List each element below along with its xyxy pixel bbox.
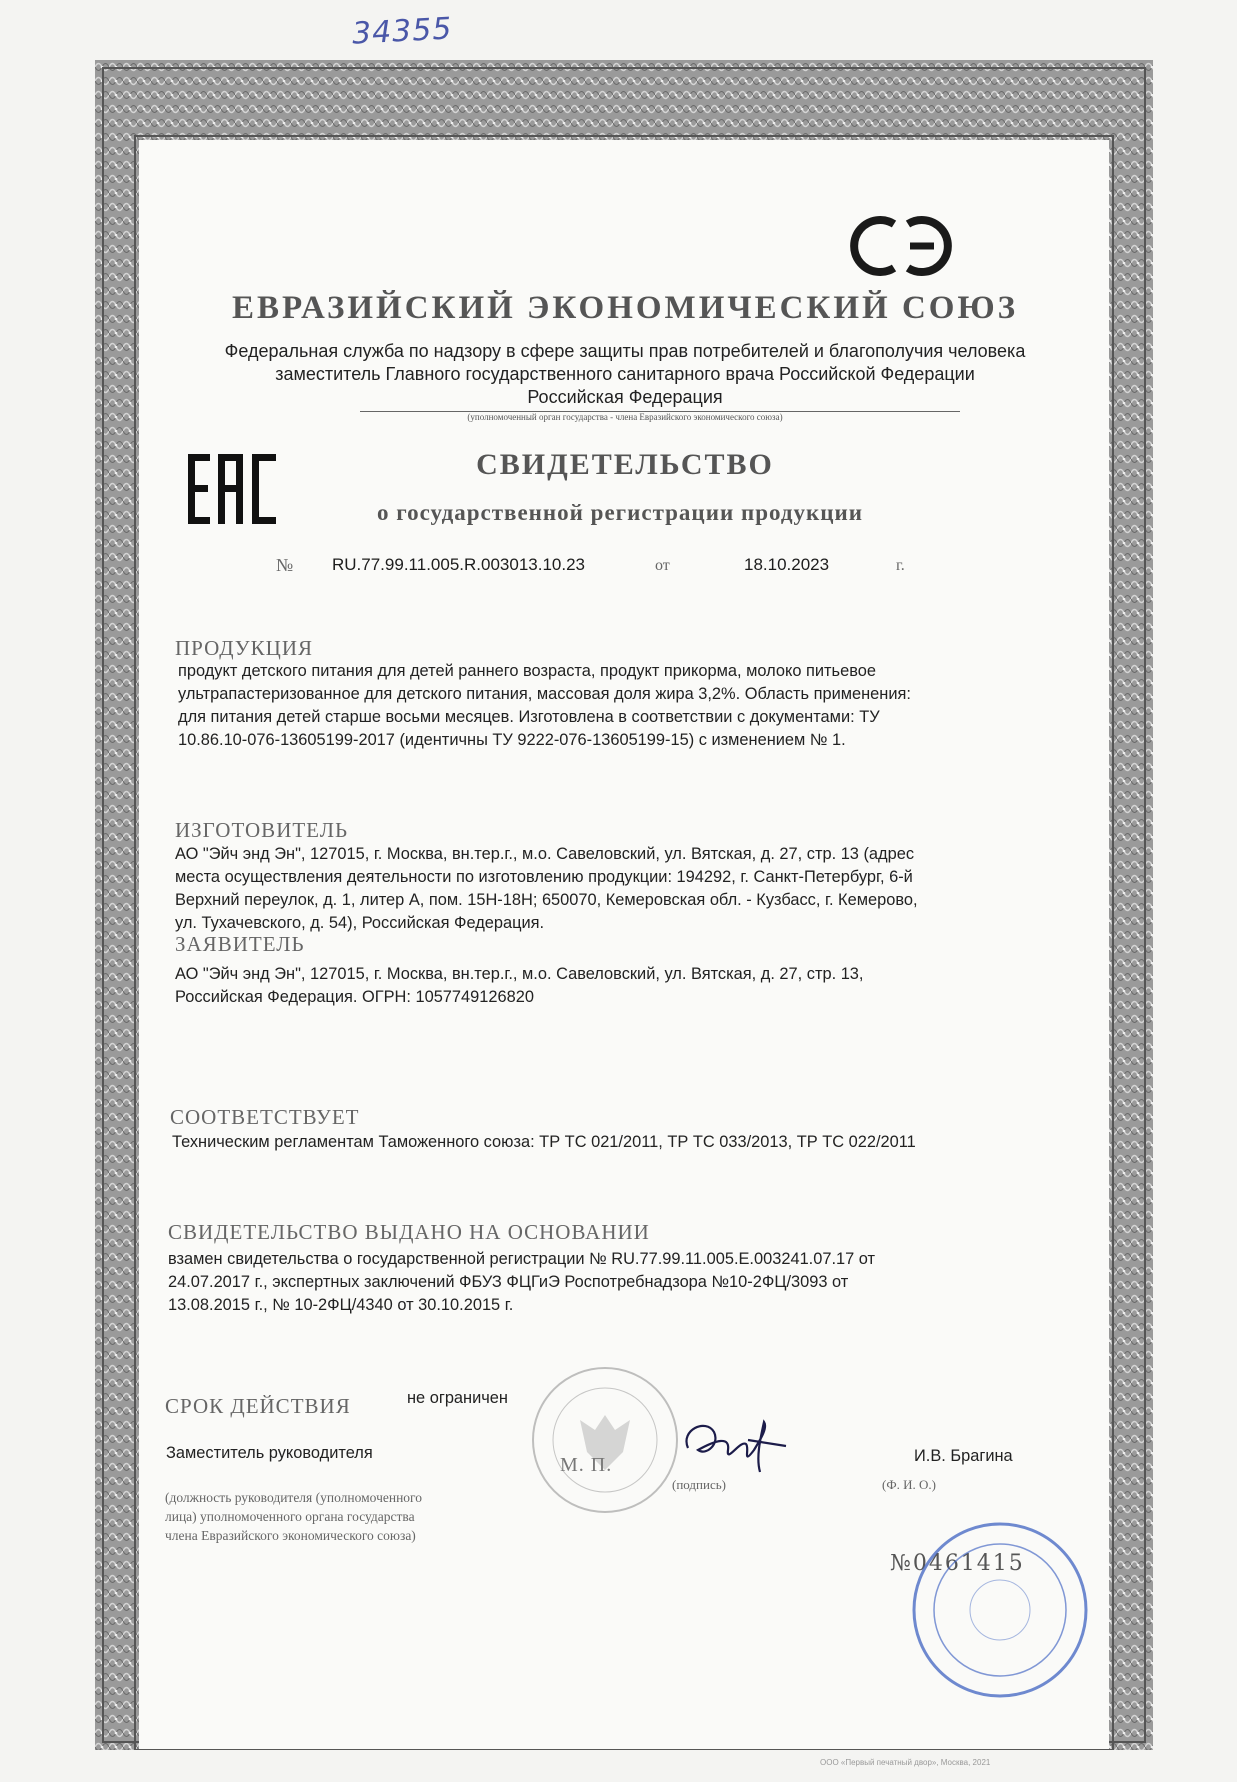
- handwritten-note: 34355: [351, 11, 454, 52]
- certificate-title: СВИДЕТЕЛЬСТВО: [476, 448, 774, 481]
- position-caption-line: члена Евразийского экономического союза): [165, 1528, 416, 1543]
- certificate-date: 18.10.2023: [744, 555, 830, 574]
- conformity-text: [172, 1131, 916, 1154]
- product-line: 10.86.10-076-13605199-2017 (идентичны ТУ 9222-076-13605199-15) с изменением № 1.: [178, 731, 846, 749]
- basis-title: СВИДЕТЕЛЬСТВО ВЫДАНО НА ОСНОВАНИИ: [168, 1220, 650, 1244]
- position-caption-line: лица) уполномоченного органа государства: [165, 1509, 415, 1524]
- manufacturer-line: АО "Эйч энд Эн", 127015, г. Москва, вн.тер.г., м.о. Савеловский, ул. Вятская, д. 27, стр. 13 (адрес: [175, 845, 915, 863]
- signature: [676, 1410, 796, 1480]
- agency-line-3: Российская Федерация: [527, 387, 723, 407]
- validity-title: СРОК ДЕЙСТВИЯ: [165, 1394, 351, 1418]
- number-prefix: №: [276, 555, 294, 575]
- manufacturer-text: [175, 843, 918, 935]
- manufacturer-line: Верхний переулок, д. 1, литер А, пом. 15Н-18Н; 650070, Кемеровская обл. - Кузбасс, г. Кемерово,: [175, 891, 918, 909]
- stamp-place: М. П.: [560, 1454, 613, 1476]
- applicant-text: [175, 963, 863, 1009]
- date-suffix: г.: [896, 557, 905, 574]
- applicant-line: АО "Эйч энд Эн", 127015, г. Москва, вн.тер.г., м.о. Савеловский, ул. Вятская, д. 27, стр. 13,: [175, 965, 864, 983]
- printer-footer: ООО «Первый печатный двор», Москва, 2021: [820, 1758, 991, 1767]
- certificate-number: RU.77.99.11.005.R.003013.10.23: [332, 555, 585, 574]
- applicant-title: ЗАЯВИТЕЛЬ: [175, 932, 305, 956]
- certificate-subtitle: о государственной регистрации продукции: [377, 500, 863, 525]
- product-line: продукт детского питания для детей раннего возраста, продукт прикорма, молоко питьевое: [178, 662, 876, 680]
- validity-value: не ограничен: [407, 1389, 508, 1407]
- agency-line-2: заместитель Главного государственного санитарного врача Российской Федерации: [275, 364, 975, 384]
- form-number: №0461415: [890, 1551, 1025, 1576]
- signatory-position: Заместитель руководителя: [166, 1444, 373, 1462]
- product-line: ультрапастеризованное для детского питания, массовая доля жира 3,2%. Область применения:: [178, 685, 911, 703]
- position-caption: [165, 1488, 422, 1545]
- agency-line-1: Федеральная служба по надзору в сфере защиты прав потребителей и благополучия человека: [224, 341, 1026, 361]
- basis-line: 24.07.2017 г., экспертных заключений ФБУЗ ФЦГиЭ Роспотребнадзора №10-2ФЦ/3093 от: [168, 1273, 849, 1291]
- conformity-title: СООТВЕТСТВУЕТ: [170, 1105, 360, 1129]
- name-caption: (Ф. И. О.): [882, 1477, 936, 1492]
- company-stamp: [850, 1500, 1100, 1700]
- manufacturer-title: ИЗГОТОВИТЕЛЬ: [175, 818, 349, 842]
- product-line: для питания детей старше восьми месяцев. Изготовлена в соответствии с документами: ТУ: [178, 708, 880, 726]
- position-caption-line: (должность руководителя (уполномоченного: [165, 1490, 423, 1505]
- agency-caption: (уполномоченный орган государства - члена Евразийского экономического союза): [467, 412, 783, 422]
- signatory-name: И.В. Брагина: [914, 1447, 1013, 1465]
- manufacturer-line: ул. Тухачевского, д. 54), Российская Федерация.: [175, 914, 545, 932]
- official-seal: [520, 1360, 690, 1520]
- applicant-line: Российская Федерация. ОГРН: 1057749126820: [175, 988, 534, 1006]
- basis-line: 13.08.2015 г., № 10-2ФЦ/4340 от 30.10.2015 г.: [168, 1296, 514, 1314]
- basis-line: взамен свидетельства о государственной регистрации № RU.77.99.11.005.Е.003241.07.17 от: [168, 1250, 876, 1268]
- product-title: ПРОДУКЦИЯ: [175, 636, 314, 660]
- product-text: [178, 660, 911, 752]
- conformity-line: Техническим регламентам Таможенного союза: ТР ТС 021/2011, ТР ТС 033/2013, ТР ТС 022/2011: [172, 1133, 916, 1151]
- signature-caption: (подпись): [672, 1477, 726, 1492]
- date-prefix: от: [655, 557, 670, 574]
- basis-text: [168, 1248, 875, 1317]
- union-title: ЕВРАЗИЙСКИЙ ЭКОНОМИЧЕСКИЙ СОЮЗ: [231, 290, 1019, 326]
- se-logo: [848, 210, 956, 282]
- manufacturer-line: места осуществления деятельности по изготовлению продукции: 194292, г. Санкт-Петербург, 6-й: [175, 868, 913, 886]
